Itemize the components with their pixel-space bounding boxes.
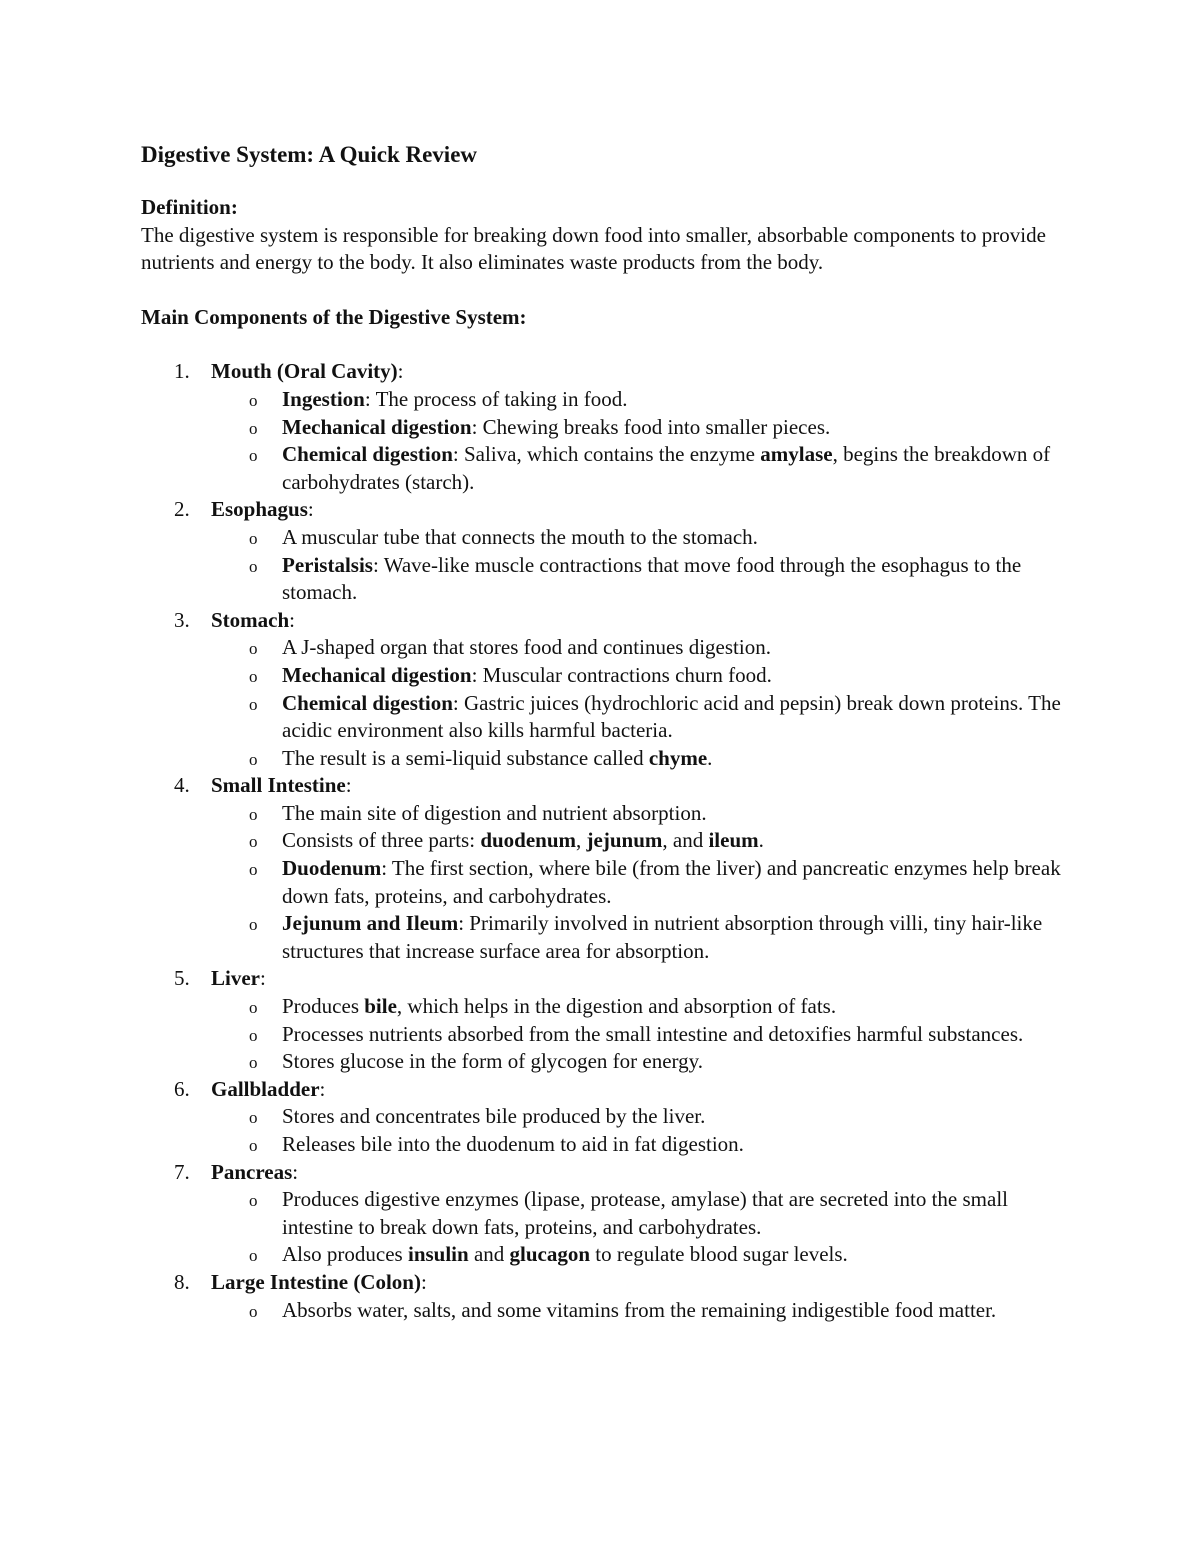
bullet-marker: o (249, 528, 258, 548)
section-item (141, 772, 1071, 965)
section-item (141, 1269, 1071, 1324)
section-title: Gallbladder (211, 1076, 320, 1101)
bullet-text: The main site of digestion and nutrient absorption. (282, 800, 707, 825)
page-title: Digestive System: A Quick Review (141, 142, 478, 167)
bullet-text: . (707, 745, 713, 770)
bold-term: insulin (407, 1242, 469, 1267)
section-title: Mouth (Oral Cavity) (211, 359, 398, 384)
section-title: Large Intestine (Colon) (211, 1269, 421, 1294)
section-title-colon: : (292, 1159, 299, 1184)
bold-term: Duodenum (282, 856, 382, 881)
bullet-text: Stores and concentrates bile produced by the liver. (282, 1104, 706, 1129)
bullet-marker: o (249, 666, 258, 686)
bullet-marker: o (249, 1191, 258, 1211)
bullet-text: Produces (282, 994, 365, 1019)
bullet-text: and (468, 1242, 510, 1267)
bold-term: Jejunum and Ileum (282, 911, 459, 936)
section-title: Small Intestine (211, 773, 346, 798)
bullet-list (211, 386, 1071, 496)
bullet-text: Consists of three parts: (282, 828, 481, 853)
bold-term: Peristalsis (282, 552, 373, 577)
definition-text: The digestive system is responsible for breaking down food into smaller, absorbable components to provide nutrients and energy to the body. It also eliminates waste products from the body. (141, 222, 1046, 275)
bullet-marker: o (249, 860, 258, 880)
bullet-marker: o (249, 1108, 258, 1128)
bullet-list (211, 993, 1071, 1076)
section-title-colon: : (319, 1076, 326, 1101)
bullet-item (211, 662, 1071, 690)
section-title: Stomach (211, 607, 290, 632)
bullet-item (211, 1021, 1071, 1049)
bullet-marker: o (249, 639, 258, 659)
bullet-text: . (758, 828, 764, 853)
bullet-marker: o (249, 556, 258, 576)
bullet-item (211, 414, 1071, 442)
section-number: 2. (174, 497, 190, 522)
bullet-marker: o (249, 1246, 258, 1266)
bullet-text: : Muscular contractions churn food. (471, 662, 772, 687)
bold-term: Chemical digestion (282, 442, 453, 467)
bold-term: Mechanical digestion (282, 662, 472, 687)
bullet-text: to regulate blood sugar levels. (590, 1242, 848, 1267)
bold-term: jejunum (586, 828, 663, 853)
bullet-text: , and (662, 828, 709, 853)
section-item (141, 1076, 1071, 1159)
section-title-colon: : (345, 773, 352, 798)
bullet-marker: o (249, 418, 258, 438)
bullet-marker: o (249, 1025, 258, 1045)
section-title-colon: : (420, 1269, 427, 1294)
bullet-marker: o (249, 915, 258, 935)
bullet-marker: o (249, 390, 258, 410)
section-item (141, 496, 1071, 606)
bullet-item (211, 1048, 1071, 1076)
bullet-text: , which helps in the digestion and absorption of fats. (396, 994, 837, 1019)
bullet-text: Produces digestive enzymes (lipase, protease, amylase) that are secreted into the small intestine to break down fats, proteins, and carbohydrates. (282, 1187, 1008, 1239)
bullet-text: Also produces (282, 1242, 408, 1267)
components-list (141, 358, 1071, 1324)
bullet-item (211, 552, 1071, 607)
bullet-list (211, 800, 1071, 966)
section-title: Esophagus (211, 497, 308, 522)
bullet-item (211, 441, 1071, 496)
bullet-item (211, 993, 1071, 1021)
bullet-item (211, 1186, 1071, 1241)
bullet-marker: o (249, 749, 258, 769)
bullet-item (211, 1103, 1071, 1131)
section-number: 4. (174, 773, 190, 798)
section-number: 3. (174, 607, 190, 632)
bullet-list (211, 524, 1071, 607)
bullet-text: : Saliva, which contains the enzyme (452, 442, 761, 467)
bold-term: Mechanical digestion (282, 414, 472, 439)
section-number: 6. (174, 1076, 190, 1101)
bullet-list (211, 1103, 1071, 1158)
bullet-text: , (576, 828, 587, 853)
bullet-item (211, 910, 1071, 965)
bullet-item (211, 1241, 1071, 1269)
components-heading: Main Components of the Digestive System: (141, 304, 527, 329)
bullet-item (211, 1297, 1071, 1325)
bullet-text: , begins the breakdown of carbohydrates (starch). (282, 442, 1051, 494)
bullet-marker: o (249, 1136, 258, 1155)
bold-term: Ingestion (282, 386, 365, 411)
bullet-item (211, 690, 1071, 745)
bold-term: Chemical digestion (282, 690, 453, 715)
bullet-marker: o (249, 832, 258, 852)
document-page (141, 140, 1071, 1324)
bullet-text: Absorbs water, salts, and some vitamins from the remaining indigestible food matter. (282, 1297, 997, 1322)
bullet-marker: o (249, 998, 258, 1018)
bullet-item (211, 634, 1071, 662)
section-number: 8. (174, 1269, 190, 1294)
bold-term: bile (364, 994, 397, 1019)
bullet-marker: o (249, 446, 258, 466)
bullet-marker: o (249, 1301, 258, 1321)
bold-term: duodenum (480, 828, 577, 853)
bullet-text: : The process of taking in food. (364, 386, 628, 411)
bullet-item (211, 1131, 1071, 1159)
bullet-item (211, 524, 1071, 552)
bullet-item (211, 855, 1071, 910)
bullet-text: : The first section, where bile (from the liver) and pancreatic enzymes help break down fats, proteins, and carbohydrates. (282, 856, 1061, 908)
section-item (141, 1159, 1071, 1269)
bullet-text: A J-shaped organ that stores food and continues digestion. (282, 635, 771, 660)
bold-term: chyme (648, 745, 708, 770)
bullet-text: : Wave-like muscle contractions that move food through the esophagus to the stomach. (282, 552, 1022, 605)
definition-heading: Definition: (141, 195, 238, 219)
bullet-marker: o (249, 804, 258, 824)
section-item (141, 965, 1071, 1075)
bullet-text: The result is a semi-liquid substance called (282, 745, 649, 770)
section-title: Pancreas (211, 1159, 293, 1184)
section-title-colon: : (307, 497, 314, 522)
section-title-colon: : (397, 359, 404, 384)
bullet-item (211, 745, 1071, 773)
section-number: 1. (174, 359, 190, 384)
bullet-list (211, 1186, 1071, 1269)
bullet-text: : Chewing breaks food into smaller pieces. (471, 414, 831, 439)
section-number: 7. (174, 1159, 190, 1184)
bullet-marker: o (249, 1053, 258, 1073)
bullet-text: : Primarily involved in nutrient absorption through villi, tiny hair-like structures that increase surface area for absorption. (282, 911, 1043, 963)
bullet-text: Processes nutrients absorbed from the small intestine and detoxifies harmful substances. (282, 1021, 1024, 1046)
section-item (141, 358, 1071, 496)
section-item (141, 607, 1071, 773)
section-title: Liver (211, 966, 260, 991)
section-title-colon: : (289, 607, 296, 632)
bullet-marker: o (249, 694, 258, 714)
bullet-text: Stores glucose in the form of glycogen for energy. (282, 1049, 704, 1074)
section-number: 5. (174, 966, 190, 991)
bold-term: ileum (708, 828, 759, 853)
bullet-item (211, 827, 1071, 855)
bullet-item (211, 800, 1071, 828)
bold-term: glucagon (509, 1242, 591, 1267)
section-title-colon: : (259, 966, 266, 991)
bullet-text: A muscular tube that connects the mouth to the stomach. (282, 524, 758, 549)
bullet-text: : Gastric juices (hydrochloric acid and pepsin) break down proteins. The acidic environment also kills harmful bacteria. (282, 690, 1061, 743)
bullet-item (211, 386, 1071, 414)
bold-term: amylase (760, 442, 833, 467)
bullet-text: Releases bile into the duodenum to aid in fat digestion. (282, 1132, 744, 1156)
bullet-list (211, 1297, 1071, 1325)
bullet-list (211, 634, 1071, 772)
